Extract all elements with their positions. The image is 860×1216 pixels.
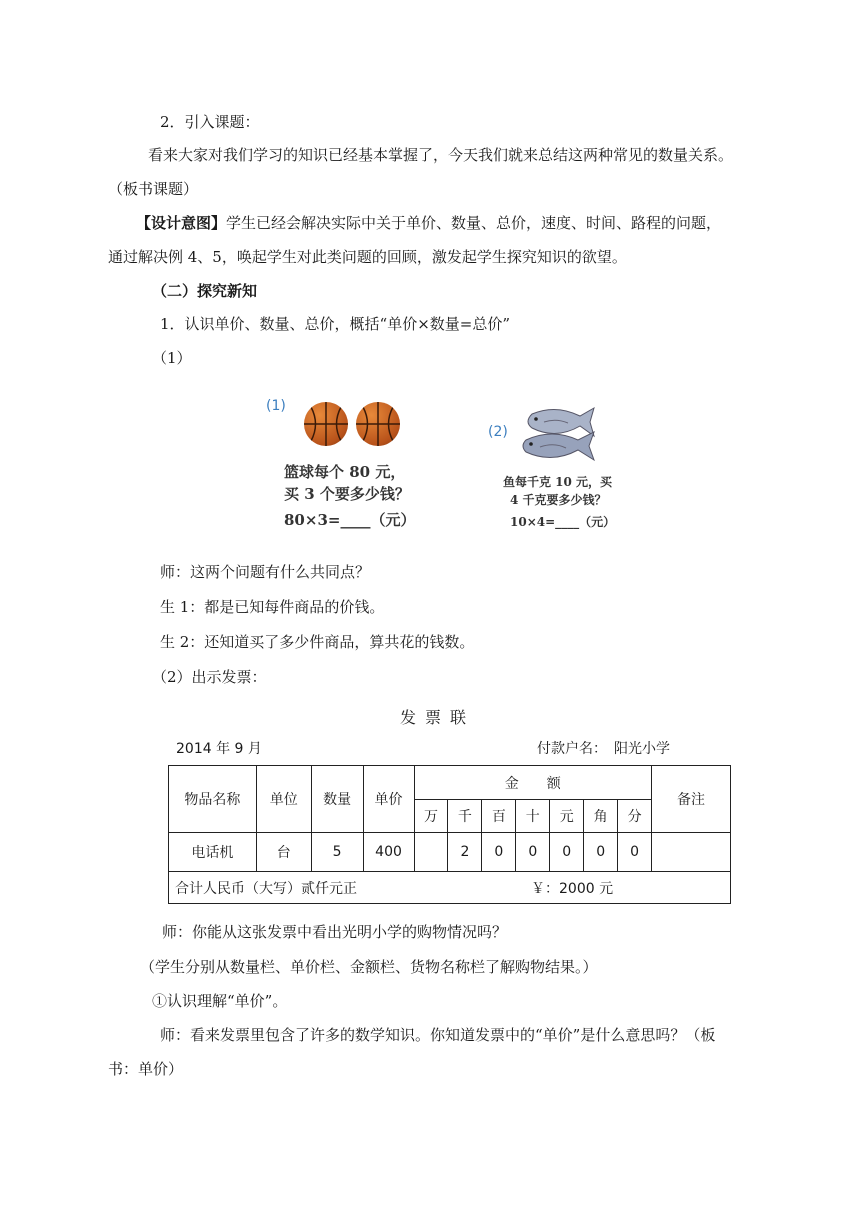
- paragraph: 看来大家对我们学习的知识已经基本掌握了，今天我们就来总结这两种常见的数量关系。: [148, 146, 734, 164]
- header-digit: 角: [584, 800, 618, 833]
- invoice-table: [168, 765, 731, 872]
- invoice-total-row: [168, 871, 731, 904]
- cell-digit: 0: [584, 833, 618, 872]
- header-digit: 十: [516, 800, 550, 833]
- cell-digit: [414, 833, 448, 872]
- paragraph: [136, 213, 721, 233]
- problem-text: 买 3 个要多少钱？: [284, 485, 410, 503]
- paragraph: （1）: [152, 349, 192, 367]
- paragraph: 师：这两个问题有什么共同点？: [160, 563, 371, 581]
- paragraph-text: 学生已经会解决实际中关于单价、数量、总价，速度、时间、路程的问题，: [226, 214, 722, 232]
- header-digit: 万: [414, 800, 448, 833]
- paragraph: （板书课题）: [108, 180, 199, 198]
- problem-text: 篮球每个 80 元，: [284, 463, 406, 481]
- paragraph: 2．引入课题：: [160, 113, 260, 131]
- total-value: ￥：2000 元: [531, 881, 614, 897]
- paragraph: 生 1：都是已知每件商品的价钱。: [160, 598, 385, 616]
- paragraph: 1．认识单价、数量、总价，概括“单价×数量=总价”: [160, 315, 511, 333]
- invoice-payer: 阳光小学: [614, 741, 670, 757]
- basketball-icon: [304, 402, 348, 446]
- problem-illustration: [258, 390, 616, 538]
- header-digit: 千: [448, 800, 482, 833]
- cell-item-name: 电话机: [169, 833, 257, 872]
- problem-equation: 80×3=____（元）: [284, 511, 416, 529]
- header-digit: 分: [618, 800, 652, 833]
- problem-number: (2): [488, 424, 508, 440]
- fish-icon: [522, 406, 596, 468]
- cell-unit-price: 400: [363, 833, 414, 872]
- basketball-icon: [356, 402, 400, 446]
- total-label: 合计人民币（大写）贰仟元正: [175, 881, 357, 897]
- cell-note: [652, 833, 731, 872]
- paragraph: 师：你能从这张发票中看出光明小学的购物情况吗？: [162, 923, 508, 941]
- cell-digit: 0: [482, 833, 516, 872]
- problem-text: 4 千克要多少钱？: [510, 493, 607, 507]
- invoice-title: 发票联: [400, 708, 476, 727]
- header-amount: 金 额: [414, 766, 652, 800]
- header-item-name: 物品名称: [169, 766, 257, 833]
- cell-digit: 0: [618, 833, 652, 872]
- problem-equation: 10×4=____（元）: [510, 515, 616, 529]
- header-unit: 单位: [256, 766, 311, 833]
- paragraph: （学生分别从数量栏、单价栏、金额栏、货物名称栏了解购物结果。）: [140, 958, 598, 976]
- header-unit-price: 单价: [363, 766, 414, 833]
- invoice-date: 2014 年 9 月: [176, 741, 262, 757]
- paragraph: （2）出示发票：: [152, 668, 267, 686]
- paragraph: 生 2：还知道买了多少件商品，算共花的钱数。: [160, 633, 475, 651]
- cell-digit: 0: [516, 833, 550, 872]
- cell-digit: 2: [448, 833, 482, 872]
- cell-quantity: 5: [311, 833, 363, 872]
- paragraph: 师：看来发票里包含了许多的数学知识。你知道发票中的“单价”是什么意思吗？（板: [160, 1026, 716, 1044]
- problem-text: 鱼每千克 10 元，买: [503, 475, 613, 489]
- section-heading: （二）探究新知: [152, 282, 258, 300]
- header-note: 备注: [652, 766, 731, 833]
- design-intent-label: 【设计意图】: [136, 214, 227, 232]
- paragraph: 书：单价）: [108, 1060, 184, 1078]
- paragraph: ①认识理解“单价”。: [152, 992, 288, 1010]
- table-row: [169, 833, 731, 872]
- cell-digit: 0: [550, 833, 584, 872]
- header-quantity: 数量: [311, 766, 363, 833]
- header-digit: 百: [482, 800, 516, 833]
- paragraph: 通过解决例 4、5，唤起学生对此类问题的回顾，激发起学生探究知识的欲望。: [108, 248, 627, 266]
- cell-unit: 台: [256, 833, 311, 872]
- header-digit: 元: [550, 800, 584, 833]
- invoice-payer-label: 付款户名：: [537, 741, 607, 757]
- problem-number: (1): [266, 398, 286, 414]
